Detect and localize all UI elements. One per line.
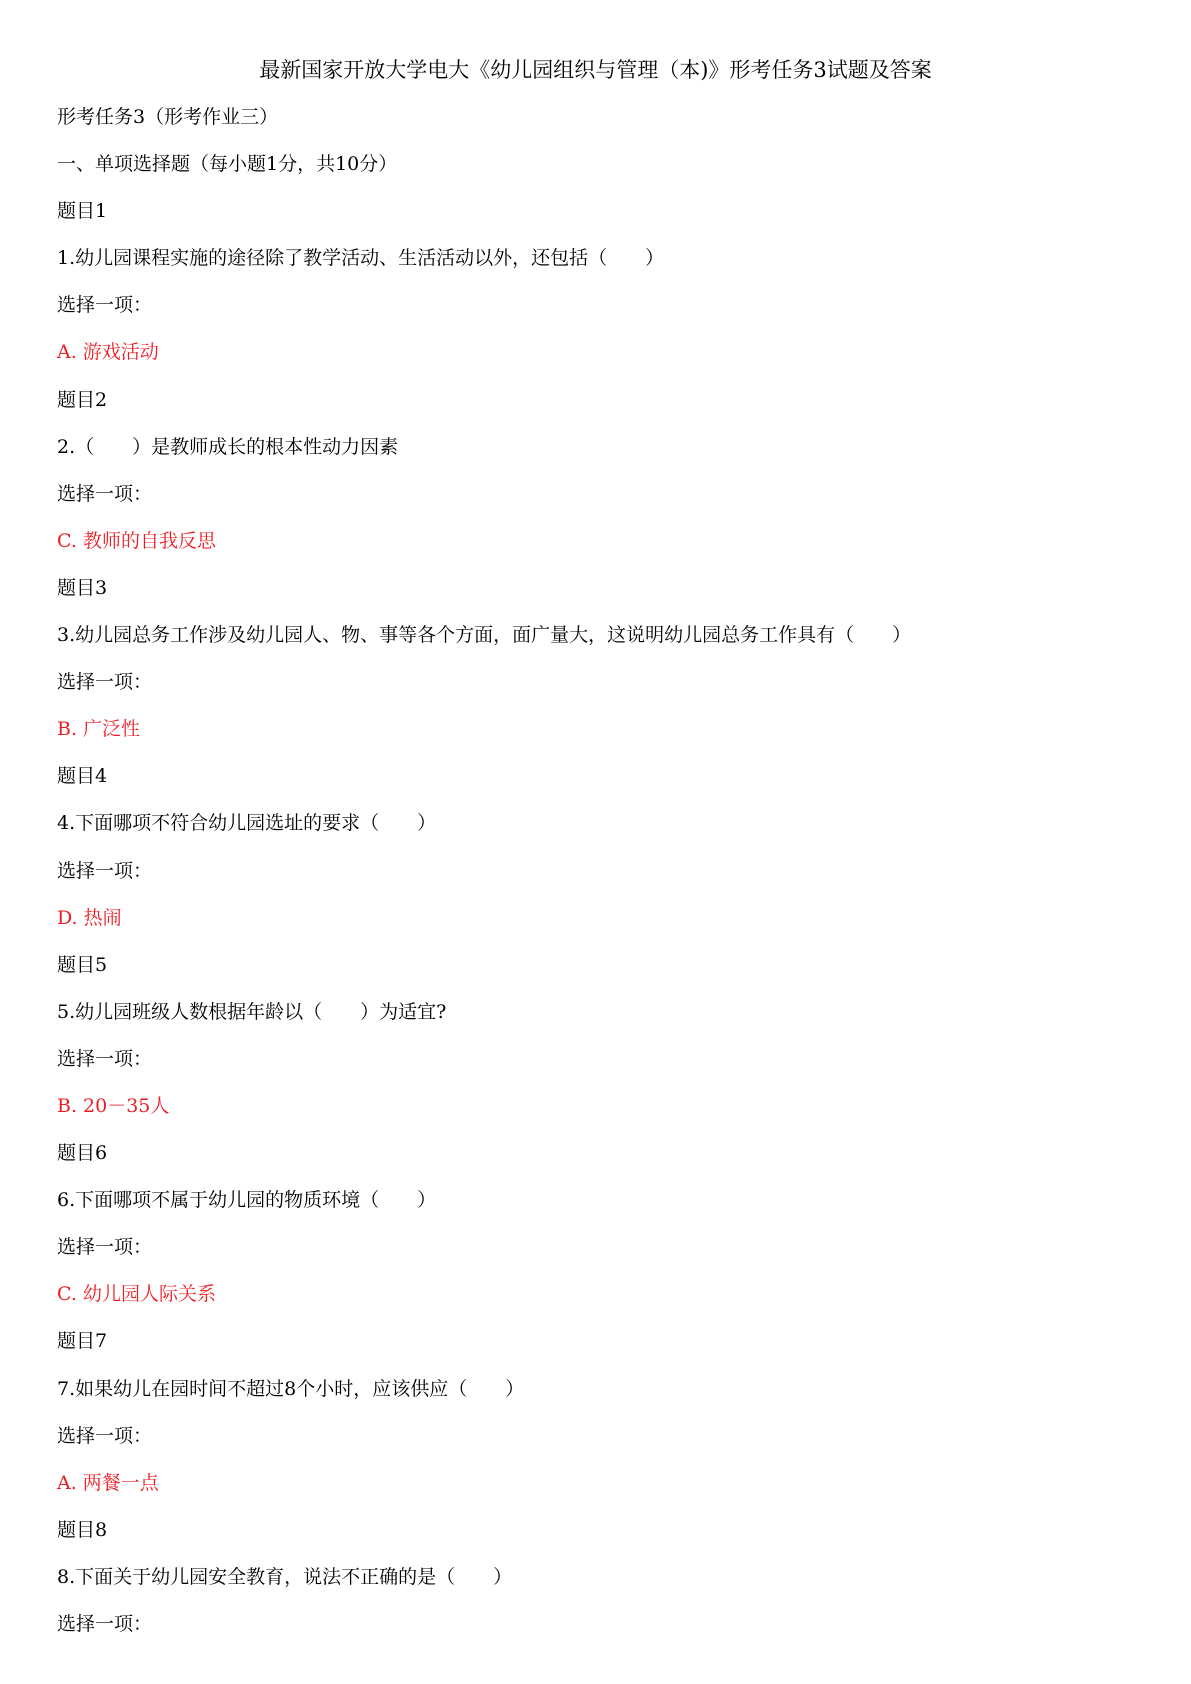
section-heading: 一、单项选择题（每小题1分，共10分） xyxy=(57,153,398,176)
question-text: 8.下面关于幼儿园安全教育，说法不正确的是（ ） xyxy=(57,1565,513,1588)
answer-text: C. 教师的自我反思 xyxy=(57,529,216,552)
question-label: 题目2 xyxy=(57,388,108,411)
question-text: 7.如果幼儿在园时间不超过8个小时，应该供应（ ） xyxy=(57,1377,525,1400)
answer-text: A. 游戏活动 xyxy=(57,341,159,364)
choose-label: 选择一项： xyxy=(57,294,153,317)
question-label: 题目5 xyxy=(57,953,108,976)
choose-label: 选择一项： xyxy=(57,1424,153,1447)
question-text: 1.幼儿园课程实施的途径除了教学活动、生活活动以外，还包括（ ） xyxy=(57,247,665,270)
question-label: 题目6 xyxy=(57,1142,108,1165)
question-label: 题目1 xyxy=(57,200,108,223)
document-title: 最新国家开放大学电大《幼儿园组织与管理（本)》形考任务3试题及答案 xyxy=(259,58,932,82)
choose-label: 选择一项： xyxy=(57,482,153,505)
question-label: 题目3 xyxy=(57,576,108,599)
choose-label: 选择一项： xyxy=(57,1613,153,1635)
question-block-3 xyxy=(57,565,1157,753)
question-text: 4.下面哪项不符合幼儿园选址的要求（ ） xyxy=(57,812,437,835)
choose-label: 选择一项： xyxy=(57,859,153,882)
question-block-4 xyxy=(57,753,1157,941)
question-block-8 xyxy=(57,1507,1157,1648)
document-body xyxy=(57,94,1157,1648)
question-block-2 xyxy=(57,377,1157,565)
question-label: 题目7 xyxy=(57,1330,108,1353)
question-label: 题目8 xyxy=(57,1518,108,1541)
question-text: 3.幼儿园总务工作涉及幼儿园人、物、事等各个方面，面广量大，这说明幼儿园总务工作具有（ ） xyxy=(57,624,912,647)
answer-text: B. 20－35人 xyxy=(57,1094,170,1117)
choose-label: 选择一项： xyxy=(57,1236,153,1259)
question-block-5 xyxy=(57,942,1157,1130)
question-text: 5.幼儿园班级人数根据年龄以（ ）为适宜? xyxy=(57,1000,447,1023)
choose-label: 选择一项： xyxy=(57,1047,153,1070)
question-text: 2.（ ）是教师成长的根本性动力因素 xyxy=(57,435,399,458)
answer-text: C. 幼儿园人际关系 xyxy=(57,1283,216,1306)
answer-text: A. 两餐一点 xyxy=(57,1471,159,1494)
question-block-7 xyxy=(57,1318,1157,1506)
choose-label: 选择一项： xyxy=(57,671,153,694)
task-heading: 形考任务3（形考作业三） xyxy=(57,106,279,128)
question-text: 6.下面哪项不属于幼儿园的物质环境（ ） xyxy=(57,1189,437,1212)
answer-text: B. 广泛性 xyxy=(57,718,141,741)
question-block-6 xyxy=(57,1130,1157,1318)
answer-text: D. 热闹 xyxy=(57,906,122,929)
question-block-1 xyxy=(57,188,1157,376)
question-label: 题目4 xyxy=(57,765,108,788)
